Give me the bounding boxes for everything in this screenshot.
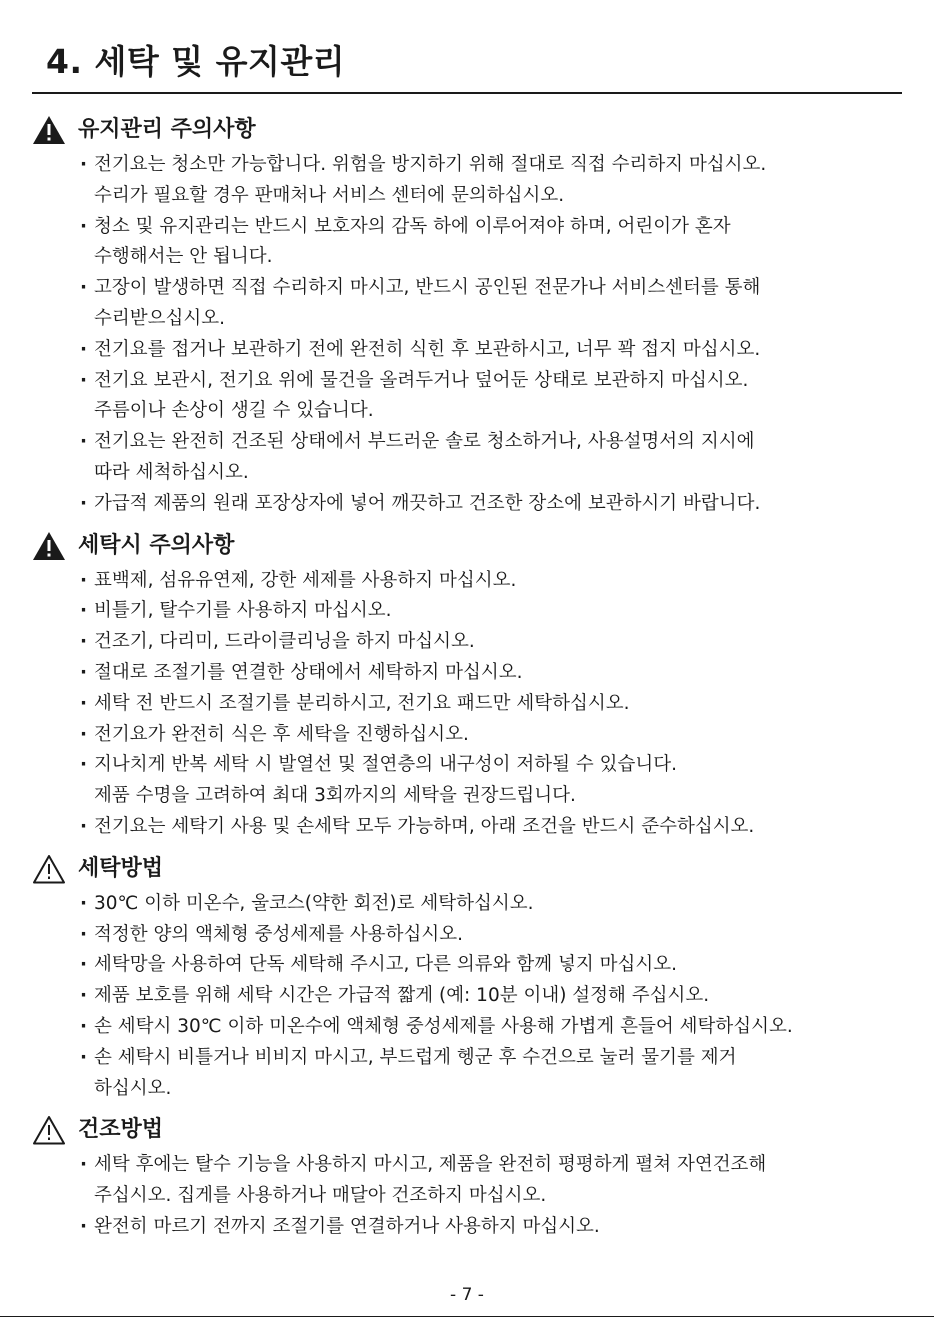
item-list [32,1150,902,1242]
item-list [32,566,902,843]
section-drying-method [32,1110,902,1242]
list-item: · 세탁 후에는 탈수 기능을 사용하지 마시고, 제품을 완전히 평평하게 펼쳐 자연건조해 주십시오. 집게를 사용하거나 매달아 건조하지 마십시오. [32,1150,902,1212]
list-item: · 청소 및 유지관리는 반드시 보호자의 감독 하에 이루어져야 하며, 어린이가 혼자 수행해서는 안 됩니다. [32,212,902,274]
section-title: 유지관리 주의사항 [78,117,256,142]
section-header [32,110,902,150]
list-item: · 전기요는 세탁기 사용 및 손세탁 모두 가능하며, 아래 조건을 반드시 준수하십시오. [32,812,902,843]
list-item: · 전기요는 완전히 건조된 상태에서 부드러운 솔로 청소하거나, 사용설명서의 지시에 따라 세척하십시오. [32,427,902,489]
section-title: 세탁방법 [78,855,164,881]
warning-outline-icon [32,1115,66,1145]
warning-filled-icon [32,115,66,145]
list-item: · 지나치게 반복 세탁 시 발열선 및 절연층의 내구성이 저하될 수 있습니다. 제품 수명을 고려하여 최대 3회까지의 세탁을 권장드립니다. [32,750,902,812]
list-item: · 전기요가 완전히 식은 후 세탁을 진행하십시오. [32,720,902,751]
list-item: · 비틀기, 탈수기를 사용하지 마십시오. [32,596,902,627]
section-header [32,1110,902,1150]
list-item: · 완전히 마르기 전까지 조절기를 연결하거나 사용하지 마십시오. [32,1212,902,1243]
section-title: 세탁시 주의사항 [78,532,235,558]
warning-outline-icon [32,854,66,884]
list-item: · 제품 보호를 위해 세탁 시간은 가급적 짧게 (예: 10분 이내) 설정해 주십시오. [32,981,902,1012]
item-list [32,150,902,520]
list-item: · 전기요 보관시, 전기요 위에 물건을 올려두거나 덮어둔 상태로 보관하지 마십시오. 주름이나 손상이 생길 수 있습니다. [32,366,902,428]
list-item: · 전기요는 청소만 가능합니다. 위험을 방지하기 위해 절대로 직접 수리하지 마십시오. 수리가 필요할 경우 판매처나 서비스 센터에 문의하십시오. [32,150,902,212]
list-item: · 가급적 제품의 원래 포장상자에 넣어 깨끗하고 건조한 장소에 보관하시기 바랍니다. [32,489,902,520]
section-header [32,526,902,566]
section-title: 건조방법 [78,1117,164,1143]
page-title: 4. 세탁 및 유지관리 [46,42,346,81]
list-item: · 세탁 전 반드시 조절기를 분리하시고, 전기요 패드만 세탁하십시오. [32,689,902,720]
title-divider [32,92,902,94]
section-washing-cautions [32,526,902,843]
list-item: · 절대로 조절기를 연결한 상태에서 세탁하지 마십시오. [32,658,902,689]
list-item: · 손 세탁시 30℃ 이하 미온수에 액체형 중성세제를 사용해 가볍게 흔들어 세탁하십시오. [32,1012,902,1043]
section-washing-method [32,849,902,1105]
section-header [32,849,902,889]
list-item: · 적정한 양의 액체형 중성세제를 사용하십시오. [32,920,902,951]
list-item: · 전기요를 접거나 보관하기 전에 완전히 식힌 후 보관하시고, 너무 꽉 접지 마십시오. [32,335,902,366]
list-item: · 건조기, 다리미, 드라이클리닝을 하지 마십시오. [32,627,902,658]
item-list [32,889,902,1105]
document-body [32,110,902,1249]
page-number: - 7 - [450,1285,484,1305]
list-item: · 고장이 발생하면 직접 수리하지 마시고, 반드시 공인된 전문가나 서비스센터를 통해 수리받으십시오. [32,273,902,335]
list-item: · 표백제, 섬유유연제, 강한 세제를 사용하지 마십시오. [32,566,902,597]
section-maintenance-cautions [32,110,902,520]
warning-filled-icon [32,531,66,561]
bottom-divider [0,1316,934,1317]
list-item: · 손 세탁시 비틀거나 비비지 마시고, 부드럽게 헹군 후 수건으로 눌러 물기를 제거 하십시오. [32,1043,902,1105]
list-item: · 세탁망을 사용하여 단독 세탁해 주시고, 다른 의류와 함께 넣지 마십시오. [32,950,902,981]
list-item: · 30℃ 이하 미온수, 울코스(약한 회전)로 세탁하십시오. [32,889,902,920]
